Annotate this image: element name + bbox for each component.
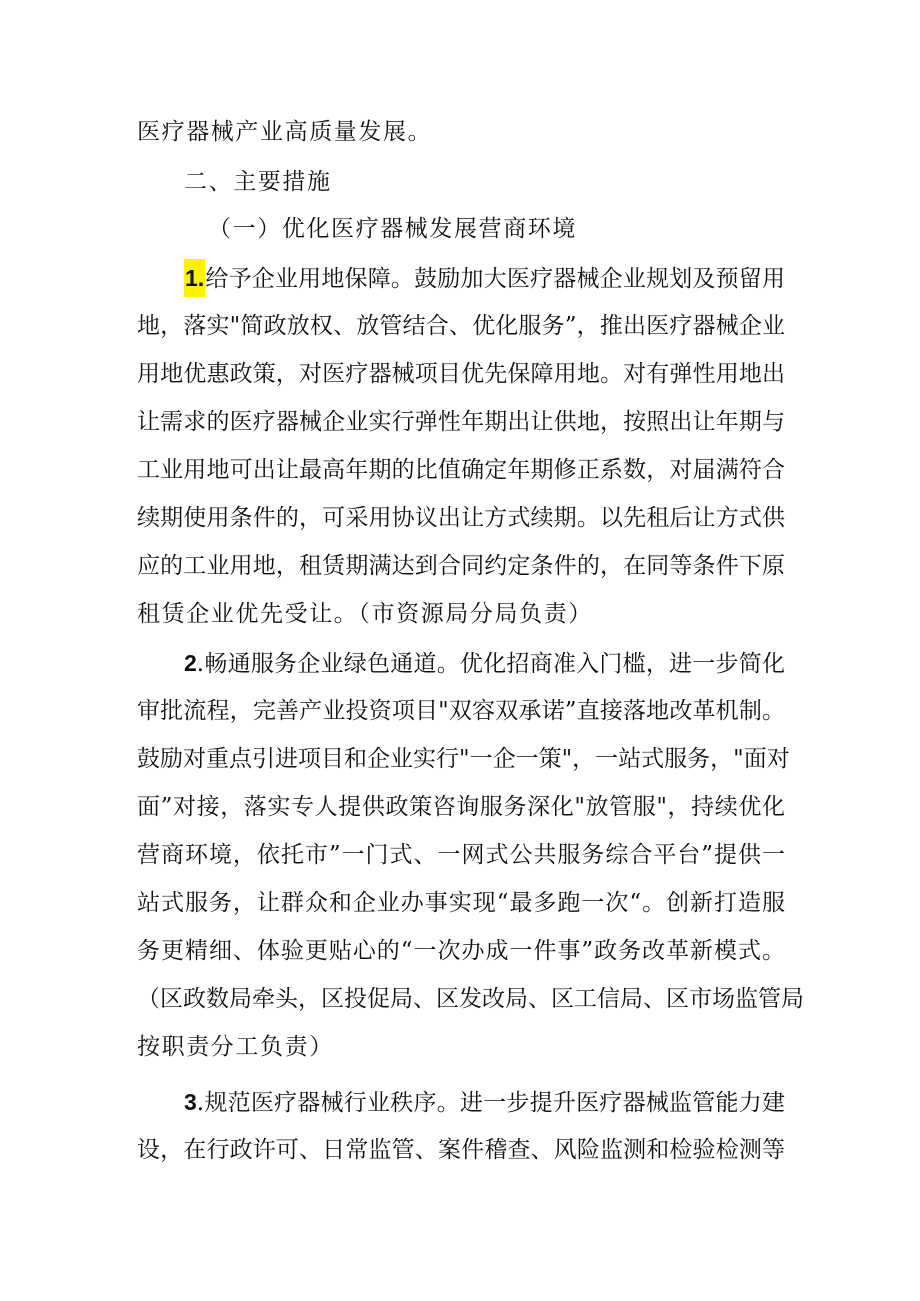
paragraph-line: 租赁企业优先受让。（市资源局分局负责） (137, 601, 593, 627)
paragraph-line: 地，落实"简政放权、放管结合、优化服务”，推出医疗器械企业 (137, 313, 785, 339)
paragraph-line: 面”对接，落实专人提供政策咨询服务深化"放管服"，持续优化 (137, 794, 785, 820)
section-heading: 二、主要措施 (184, 169, 332, 195)
paragraph-text: .规范医疗器械行业秩序。进一步提升医疗器械监管能力建 (196, 1090, 785, 1116)
paragraph-line: 让需求的医疗器械企业实行弹性年期出让供地，按照出让年期与 (137, 409, 785, 435)
measure-1-first-line (184, 258, 785, 298)
paragraph-line: 按职责分工负责） (137, 1034, 334, 1060)
subsection-heading: （一）优化医疗器械发展营商环境 (208, 216, 577, 242)
paragraph-line: 续期使用条件的，可采用协议出让方式续期。以先租后让方式供 (137, 505, 785, 531)
paragraph-line: （区政数局牵头，区投促局、区发改局、区工信局、区市场监管局 (137, 986, 804, 1012)
paragraph-line: 务更精细、体验更贴心的“一次办成一件事”政务改革新模式。 (137, 938, 785, 964)
paragraph-line: 设，在行政许可、日常监管、案件稽查、风险监测和检验检测等 (137, 1137, 785, 1163)
paragraph-line: 营商环境，依托市”一门式、一网式公共服务综合平台”提供一 (137, 842, 785, 868)
measure-3-first-line (184, 1082, 785, 1122)
measure-2-first-line (184, 643, 785, 683)
paragraph-line: 站式服务，让群众和企业办事实现“最多跑一次“。创新打造服 (137, 890, 785, 916)
paragraph-line: 医疗器械产业高质量发展。 (137, 119, 433, 145)
paragraph-line: 鼓励对重点引进项目和企业实行"一企一策"，一站式服务，"面对 (137, 746, 790, 772)
measure-number-highlighted: 1. (184, 259, 205, 297)
paragraph-text: 给予企业用地保障。鼓励加大医疗器械企业规划及预留用 (205, 266, 785, 292)
measure-number: 3 (184, 1089, 197, 1115)
paragraph-line: 用地优惠政策，对医疗器械项目优先保障用地。对有弹性用地出 (137, 361, 785, 387)
paragraph-text: .畅通服务企业绿色通道。优化招商准入门槛，进一步简化 (196, 651, 785, 677)
paragraph-line: 审批流程，完善产业投资项目"双容双承诺”直接落地改革机制。 (137, 698, 785, 724)
measure-number: 2 (184, 650, 197, 676)
paragraph-line: 工业用地可出让最高年期的比值确定年期修正系数，对届满符合 (137, 457, 785, 483)
paragraph-line: 应的工业用地，租赁期满达到合同约定条件的，在同等条件下原 (137, 553, 785, 579)
